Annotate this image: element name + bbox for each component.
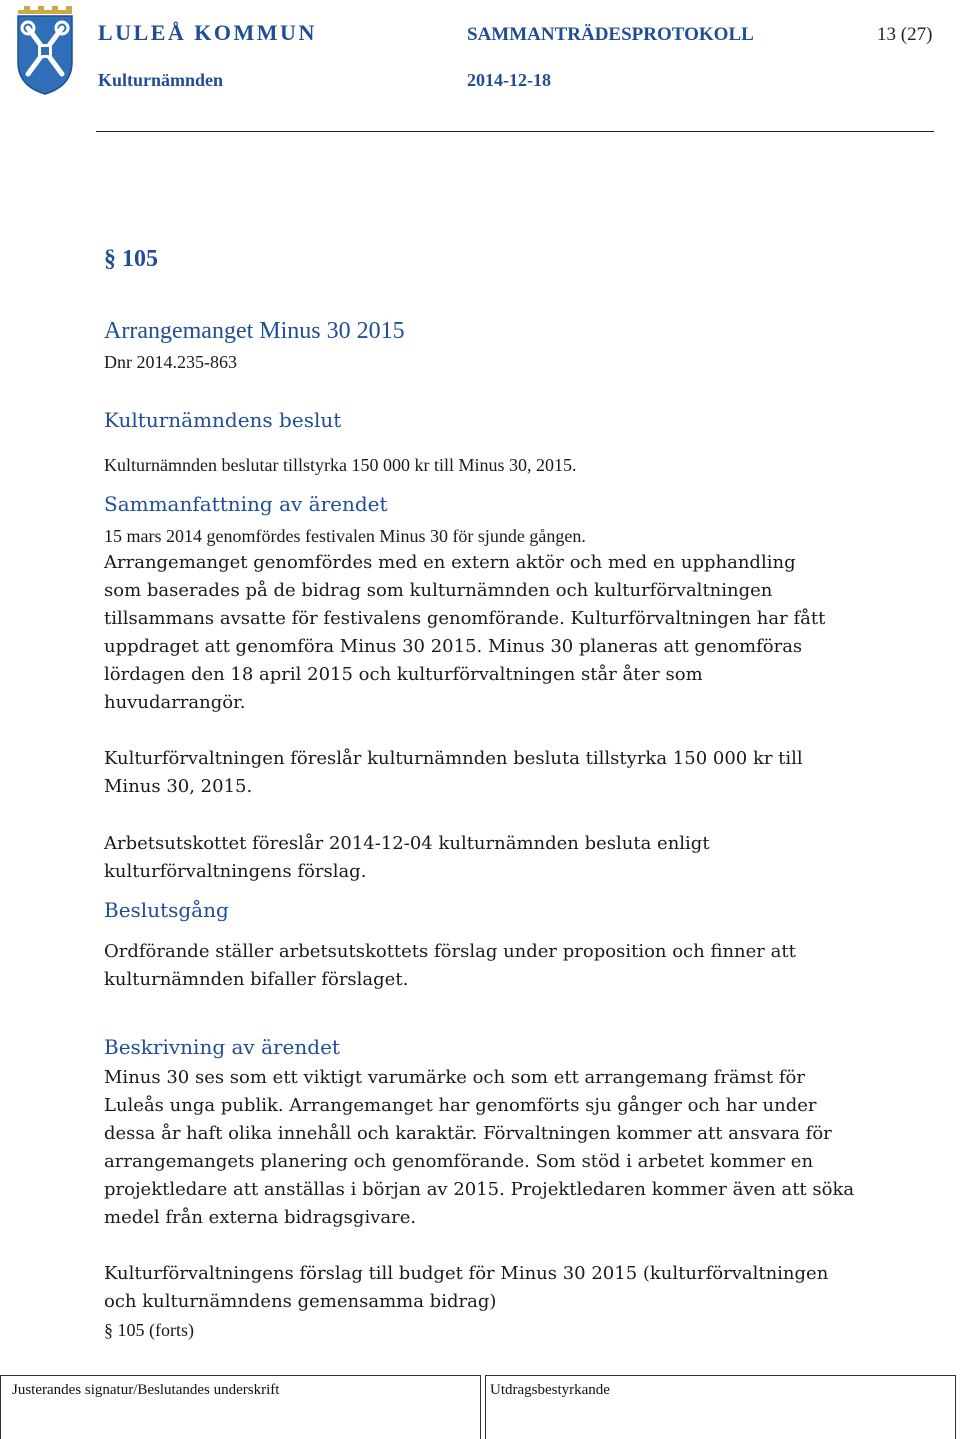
summary-paragraph: [104, 549, 904, 717]
proposal-paragraph: [104, 745, 904, 801]
description-line: medel från externa bidragsgivare.: [104, 1207, 417, 1228]
continued-marker: § 105 (forts): [104, 1320, 194, 1340]
budget-line: Kulturförvaltningens förslag till budget för Minus 30 2015 (kulturförvaltningen: [104, 1263, 829, 1284]
meeting-date: 2014-12-18: [467, 70, 551, 90]
decision-heading: Kulturnämndens beslut: [104, 408, 342, 432]
decision-text: Kulturnämnden beslutar tillstyrka 150 000 kr till Minus 30, 2015.: [104, 455, 577, 475]
description-paragraph: [104, 1064, 904, 1232]
header-divider: [96, 131, 934, 132]
summary-line: tillsammans avsatte för festivalens genomförande. Kulturförvaltningen har fått: [104, 608, 826, 629]
footer-border-mid-left: [480, 1375, 481, 1439]
proposal-line: Minus 30, 2015.: [104, 776, 253, 797]
summary-line: som baserades på de bidrag som kulturnämnden och kulturförvaltningen: [104, 580, 773, 601]
description-line: dessa år haft olika innehåll och karaktär. Förvaltningen kommer att ansvara för: [104, 1123, 832, 1144]
section-number: § 105: [104, 246, 158, 272]
document-type: SAMMANTRÄDESPROTOKOLL: [467, 24, 754, 45]
description-heading: Beskrivning av ärendet: [104, 1035, 340, 1059]
organization-name: LULEÅ KOMMUN: [98, 20, 317, 45]
procedure-heading: Beslutsgång: [104, 898, 229, 922]
description-line: Luleås unga publik. Arrangemanget har genomförts sju gånger och har under: [104, 1095, 817, 1116]
summary-line: huvudarrangör.: [104, 692, 246, 713]
coat-of-arms-logo: [14, 4, 76, 96]
procedure-line: kulturnämnden bifaller förslaget.: [104, 969, 409, 990]
budget-line: och kulturnämndens gemensamma bidrag): [104, 1291, 497, 1312]
summary-line: uppdraget att genomföra Minus 30 2015. Minus 30 planeras att genomföras: [104, 636, 803, 657]
committee-line: kulturförvaltningens förslag.: [104, 861, 367, 882]
summary-line: lördagen den 18 april 2015 och kulturförvaltningen står åter som: [104, 664, 703, 685]
footer-border-mid-right: [485, 1375, 486, 1439]
footer-border-right: [955, 1375, 956, 1439]
section-title: Arrangemanget Minus 30 2015: [104, 318, 405, 344]
procedure-line: Ordförande ställer arbetsutskottets förslag under proposition och finner att: [104, 941, 796, 962]
procedure-paragraph: [104, 938, 904, 994]
page-number: 13 (27): [877, 24, 933, 45]
footer-border-left: [0, 1375, 1, 1439]
budget-paragraph: [104, 1260, 904, 1344]
committee-paragraph: [104, 830, 904, 886]
footer-line-right: [485, 1375, 955, 1376]
description-line: arrangemangets planering och genomförande. Som stöd i arbetet kommer en: [104, 1151, 814, 1172]
committee-line: Arbetsutskottet föreslår 2014-12-04 kulturnämnden besluta enligt: [104, 833, 710, 854]
description-line: Minus 30 ses som ett viktigt varumärke och som ett arrangemang främst för: [104, 1067, 805, 1088]
diary-number: Dnr 2014.235-863: [104, 352, 237, 372]
signature-label: Justerandes signatur/Beslutandes underskrift: [12, 1382, 280, 1398]
summary-line: Arrangemanget genomfördes med en extern aktör och med en upphandling: [104, 552, 796, 573]
extract-certification-label: Utdragsbestyrkande: [490, 1382, 610, 1398]
board-name: Kulturnämnden: [98, 70, 224, 90]
summary-lead: 15 mars 2014 genomfördes festivalen Minus 30 för sjunde gången.: [104, 526, 586, 546]
footer-line-left: [0, 1375, 480, 1376]
summary-heading: Sammanfattning av ärendet: [104, 492, 388, 516]
proposal-line: Kulturförvaltningen föreslår kulturnämnden besluta tillstyrka 150 000 kr till: [104, 748, 803, 769]
description-line: projektledare att anställas i början av 2015. Projektledaren kommer även att söka: [104, 1179, 855, 1200]
